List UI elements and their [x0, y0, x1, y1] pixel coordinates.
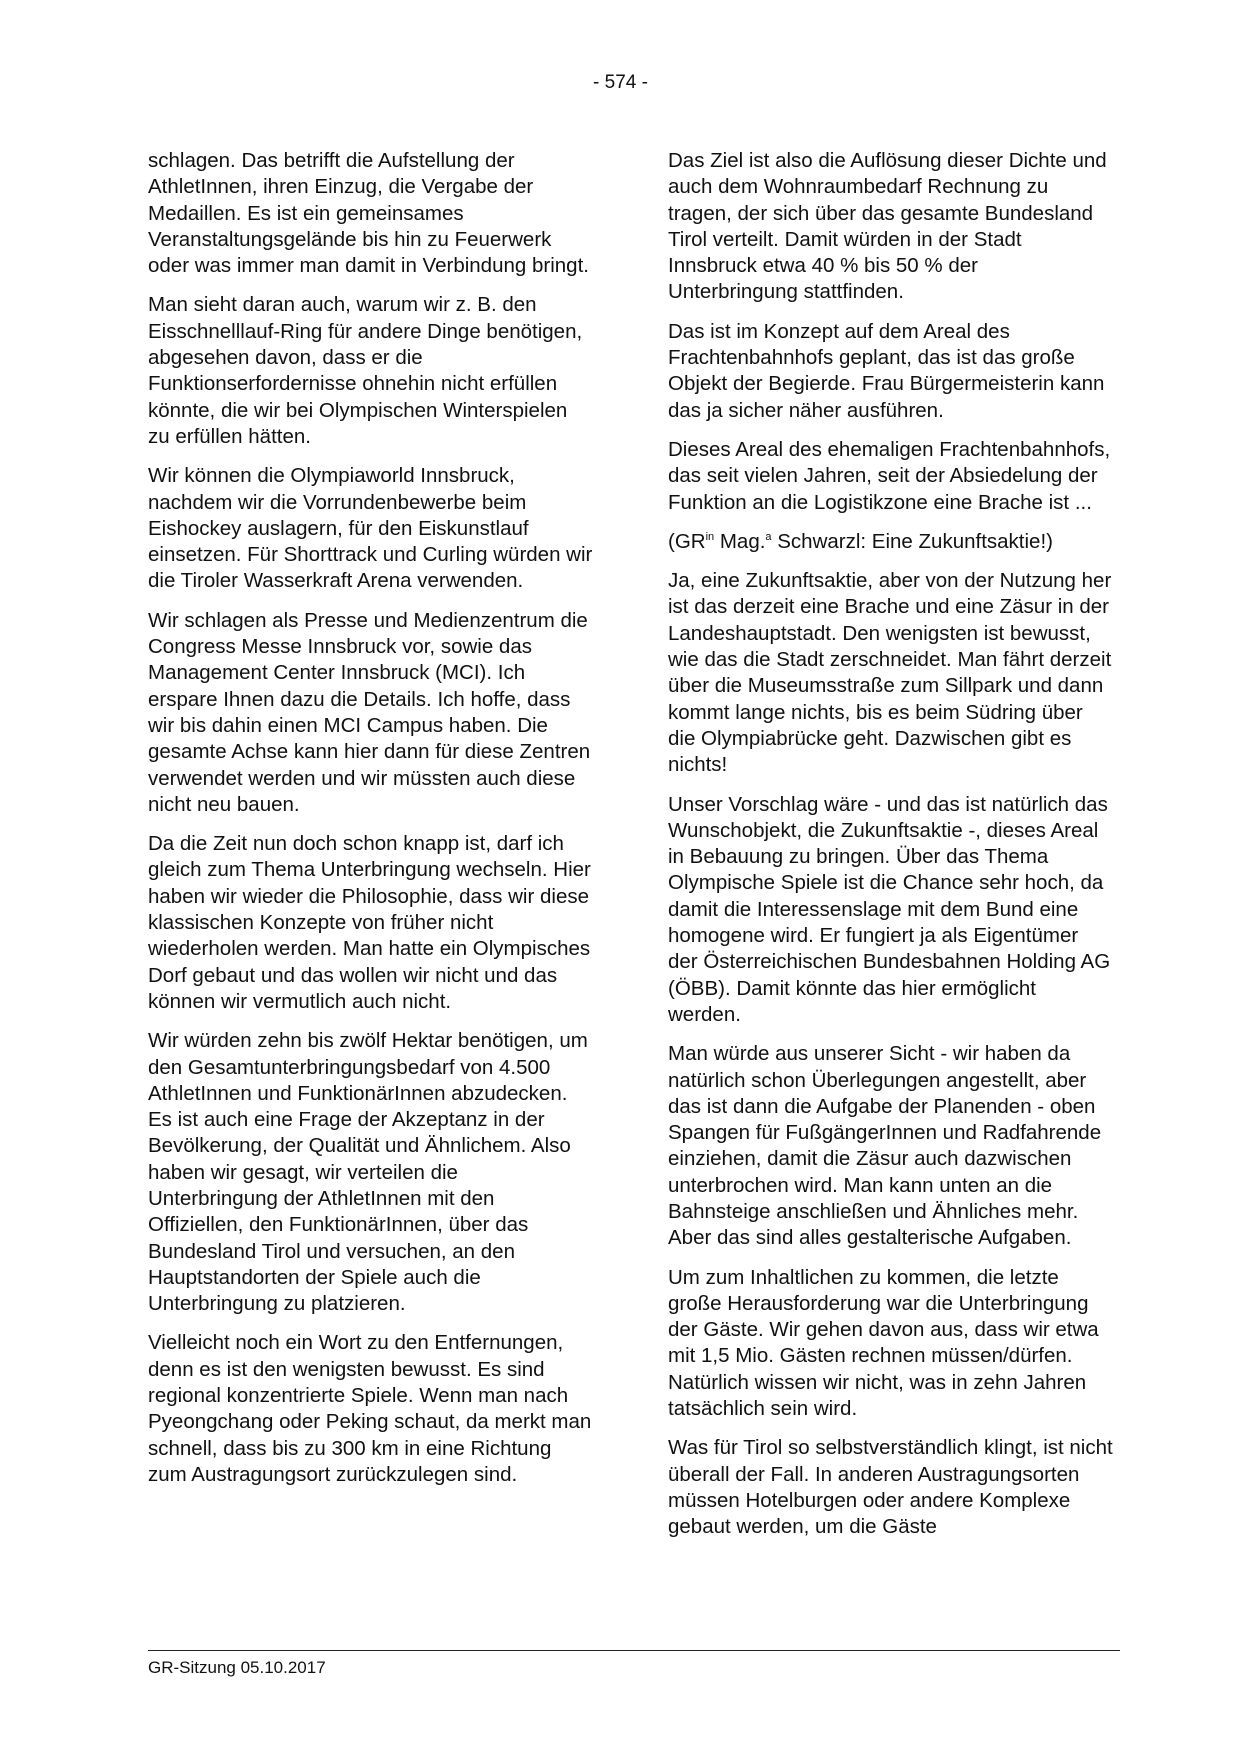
left-column [148, 148, 593, 1501]
paragraph: Wir würden zehn bis zwölf Hektar benötigen, um den Gesamtunterbringungsbedarf von 4.500 AthletInnen und FunktionärInnen abzudecken. Es ist auch eine Frage der Akzeptanz in der Bevölkerung, der Qualität und Ähnlichem. Also haben wir gesagt, wir verteilen die Unterbringung der AthletInnen mit den Offiziellen, den FunktionärInnen, über das Bundesland Tirol und versuchen, an den Hauptstandorten der Spiele auch die Unterbringung zu platzieren. [148, 1029, 588, 1316]
paragraph: Das Ziel ist also die Auflösung dieser Dichte und auch dem Wohnraumbedarf Rechnung zu tragen, der sich über das gesamte Bundesland Tirol verteilt. Damit würden in der Stadt Innsbruck etwa 40 % bis 50 % der Unterbringung stattfinden. [668, 149, 1107, 304]
interjection [668, 529, 1113, 555]
paragraph: Dieses Areal des ehemaligen Frachtenbahnhofs, das seit vielen Jahren, seit der Absiedelung der Funktion an die Logistikzone eine Brache ist ... [668, 437, 1111, 514]
paragraph: Wir schlagen als Presse und Medienzentrum die Congress Messe Innsbruck vor, sowie das Management Center Innsbruck (MCI). Ich erspare Ihnen dazu die Details. Ich hoffe, dass wir bis dahin einen MCI Campus haben. Die gesamte Achse kann hier dann für diese Zentren verwendet werden und wir müssten auch diese nicht neu bauen. [148, 608, 591, 816]
paragraph: Was für Tirol so selbstverständlich klingt, ist nicht überall der Fall. In anderen Austragungsorten müssen Hotelburgen oder andere Komplexe gebaut werden, um die Gäste [668, 1436, 1113, 1539]
right-column [668, 148, 1113, 1554]
interjection-mid: Mag. [714, 529, 766, 553]
paragraph: schlagen. Das betrifft die Aufstellung der AthletInnen, ihren Einzug, die Vergabe der Medaillen. Es ist ein gemeinsames Veranstaltungsgelände bis hin zu Feuerwerk oder was immer man damit in Verbindung bringt. [148, 149, 589, 278]
paragraph: Das ist im Konzept auf dem Areal des Frachtenbahnhofs geplant, das ist das große Objekt der Begierde. Frau Bürgermeisterin kann das ja sicher näher ausführen. [668, 319, 1105, 422]
footer-divider [148, 1650, 1120, 1651]
paragraph: Da die Zeit nun doch schon knapp ist, darf ich gleich zum Thema Unterbringung wechseln. Hier haben wir wieder die Philosophie, dass wir diese klassischen Konzepte von früher nicht wiederholen werden. Man hatte ein Olympisches Dorf gebaut und das wollen wir nicht und das können wir vermutlich auch nicht. [148, 832, 591, 1013]
interjection-rest: Schwarzl: Eine Zukunftsaktie!) [771, 529, 1053, 553]
page-number: - 574 - [593, 72, 648, 93]
paragraph: Ja, eine Zukunftsaktie, aber von der Nutzung her ist das derzeit eine Brache und eine Zäsur in der Landeshauptstadt. Den wenigsten ist bewusst, wie das die Stadt zerschneidet. Man fährt derzeit über die Museumsstraße zum Sillpark und dann kommt lange nichts, bis es beim Südring über die Olympiabrücke geht. Dazwischen gibt es nichts! [668, 569, 1112, 777]
interjection-open: (GR [668, 529, 706, 553]
paragraph: Unser Vorschlag wäre - und das ist natürlich das Wunschobjekt, die Zukunftsaktie -, dieses Areal in Bebauung zu bringen. Über das Thema Olympische Spiele ist die Chance sehr hoch, da damit die Interessenslage mit dem Bund eine homogene wird. Er fungiert ja als Eigentümer der Österreichischen Bundesbahnen Holding AG (ÖBB). Damit könnte das hier ermöglicht werden. [668, 792, 1111, 1026]
paragraph: Um zum Inhaltlichen zu kommen, die letzte große Herausforderung war die Unterbringung der Gäste. Wir gehen davon aus, dass wir etwa mit 1,5 Mio. Gästen rechnen müssen/dürfen. Natürlich wissen wir nicht, was in zehn Jahren tatsächlich sein wird. [668, 1265, 1099, 1421]
paragraph: Vielleicht noch ein Wort zu den Entfernungen, denn es ist den wenigsten bewusst. Es sind regional konzentrierte Spiele. Wenn man nach Pyeongchang oder Peking schaut, da merkt man schnell, dass bis zu 300 km in eine Richtung zum Austragungsort zurückzulegen sind. [148, 1331, 592, 1486]
footer-text: GR-Sitzung 05.10.2017 [148, 1658, 326, 1677]
paragraph: Man würde aus unserer Sicht - wir haben da natürlich schon Überlegungen angestellt, aber das ist dann die Aufgabe der Planenden - oben Spangen für FußgängerInnen und Radfahrende einziehen, damit die Zäsur auch dazwischen unterbrochen wird. Man kann unten an die Bahnsteige anschließen und Ähnliches mehr. Aber das sind alles gestalterische Aufgaben. [668, 1042, 1102, 1250]
interjection-sup: in [705, 531, 715, 544]
paragraph: Wir können die Olympiaworld Innsbruck, nachdem wir die Vorrundenbewerbe beim Eishockey auslagern, für den Eiskunstlauf einsetzen. Für Shorttrack und Curling würden wir die Tiroler Wasserkraft Arena verwenden. [148, 464, 593, 593]
paragraph: Man sieht daran auch, warum wir z. B. den Eisschnelllauf-Ring für andere Dinge benötigen, abgesehen davon, dass er die Funktionserfordernisse ohnehin nicht erfüllen könnte, die wir bei Olympischen Winterspielen zu erfüllen hätten. [148, 293, 583, 448]
interjection-sup: a [765, 531, 772, 544]
